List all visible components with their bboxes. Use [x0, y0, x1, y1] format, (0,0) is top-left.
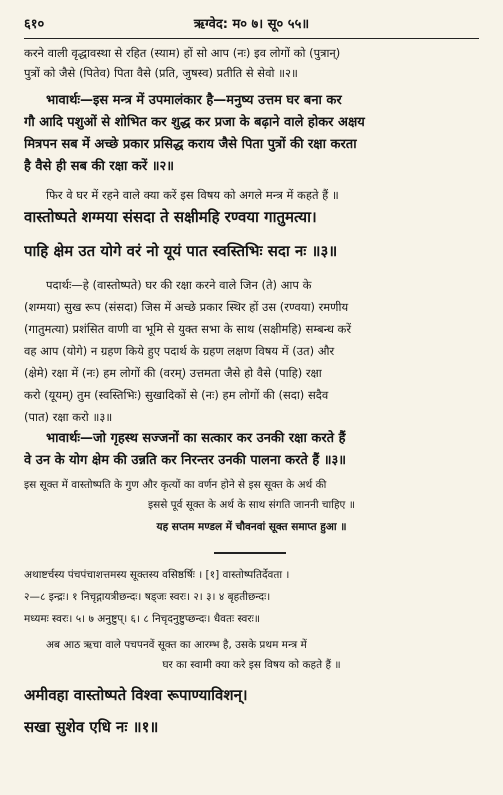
summary-line: इससे पूर्व सूक्त के अर्थ के साथ संगति जाननी चाहिए ॥ [147, 499, 355, 511]
padarth-line: (पात) रक्षा करो ॥३॥ [24, 410, 113, 424]
intro-line: घर का स्वामी क्या करे इस विषय को कहते हैं ॥ [162, 659, 341, 671]
anukramani-line: मध्यमः स्वरः। ५। ७ अनुष्टुप्। ६। ८ निचृदनुष्टुप्छन्दः। धैवतः स्वरः॥ [24, 613, 261, 625]
padarth-line: (शग्मया) सुख रूप (संसदा) जिस में अच्छे प्रकार स्थिर हों उस (रण्वया) रमणीय [24, 300, 349, 314]
bhavarth-line: गौ आदि पशुओं से शोभित कर शुद्ध कर प्रजा के बढ़ाने वाले होकर अक्षय [24, 115, 365, 130]
mantra-line: सखा सुशेव एधि नः ॥१॥ [24, 718, 159, 736]
padarth-line: (गातुमत्या) प्रशंसित वाणी वा भूमि से युक्त सभा के साथ (सक्षीमहि) सम्बन्ध करें [24, 322, 352, 336]
mantra-line: अमीवहा वास्तोष्पते विश्वा रूपाण्याविशन्। [24, 686, 248, 704]
summary-line: इस सूक्त में वास्तोष्पति के गुण और कृत्यों का वर्णन होने से इस सूक्त के अर्थ की [24, 479, 327, 491]
bhavarth-line: मित्रपन सब में अच्छे प्रकार प्रसिद्ध कराय जैसे पिता पुत्रों की रक्षा करता [24, 137, 357, 152]
running-title: ऋग्वेद: म० ७। सू० ५५॥ [193, 17, 310, 32]
bhavarth-line: वे उन के योग क्षेम की उन्नति कर निरन्तर उनकी पालना करते हैं ॥३॥ [24, 453, 347, 468]
text-line: करने वाली वृद्धावस्था से रहित (स्याम) हों सो आप (नः) इव लोगों को (पुत्रान्) [24, 46, 341, 60]
page-header [24, 14, 479, 36]
padarth-line: वह आप (योगे) न ग्रहण किये हुए पदार्थ के ग्रहण लक्षण विषय में (उत) और [24, 344, 335, 358]
text-line: पुत्रों को जैसे (पितेव) पिता वैसे (प्रति, जुषस्व) प्रतीति से सेवो ॥२॥ [24, 66, 298, 80]
bhavarth-line: भावार्थः—इस मन्त्र में उपमालंकार है—मनुष्य उत्तम घर बना कर [46, 93, 342, 108]
mantra-line: पाहि क्षेम उत योगे वरं नो यूयं पात स्वस्तिभिः सदा नः ॥३॥ [24, 242, 338, 260]
page-number: ६१० [24, 17, 45, 32]
header-rule [24, 38, 479, 39]
intro-line: अब आठ ऋचा वाले पचपनवें सूक्त का आरम्भ है, उसके प्रथम मन्त्र में [46, 639, 307, 651]
bhavarth-line: भावार्थः—जो गृहस्थ सज्जनों का सत्कार कर उनकी रक्षा करते हैं [46, 431, 346, 446]
sukta-end-line: यह सप्तम मण्डल में चौवनवां सूक्त समाप्त हुआ ॥ [156, 521, 347, 533]
anukramani-line: २—८ इन्द्रः। १ निचृद्गायत्रीछन्दः। षड्जः स्वरः। २। ३। ४ बृहतीछन्दः। [24, 591, 271, 603]
section-divider [214, 552, 286, 554]
padarth-line: करो (यूयम्) तुम (स्वस्तिभिः) सुखादिकों से (नः) हम लोगों की (सदा) सदैव [24, 388, 329, 402]
intro-line: फिर वे घर में रहने वाले क्या करें इस विषय को अगले मन्त्र में कहते हैं ॥ [46, 188, 339, 202]
padarth-line: (क्षेमे) रक्षा में (नः) हम लोगों की (वरम्) उत्तमता जैसे हो वैसे (पाहि) रक्षा [24, 366, 322, 380]
anukramani-line: अथाष्टर्चस्य पंचपंचाशत्तमस्य सूक्तस्य वसिष्ठर्षिः । [१] वास्तोष्पतिर्देवता । [24, 569, 290, 581]
mantra-line: वास्तोष्पते शग्मया संसदा ते सक्षीमहि रण्वया गातुमत्या। [24, 208, 317, 226]
padarth-line: पदार्थः—हे (वास्तोष्पते) घर की रक्षा करने वाले जिन (ते) आप के [46, 278, 312, 292]
bhavarth-line: है वैसे ही सब की रक्षा करें ॥२॥ [24, 159, 175, 174]
